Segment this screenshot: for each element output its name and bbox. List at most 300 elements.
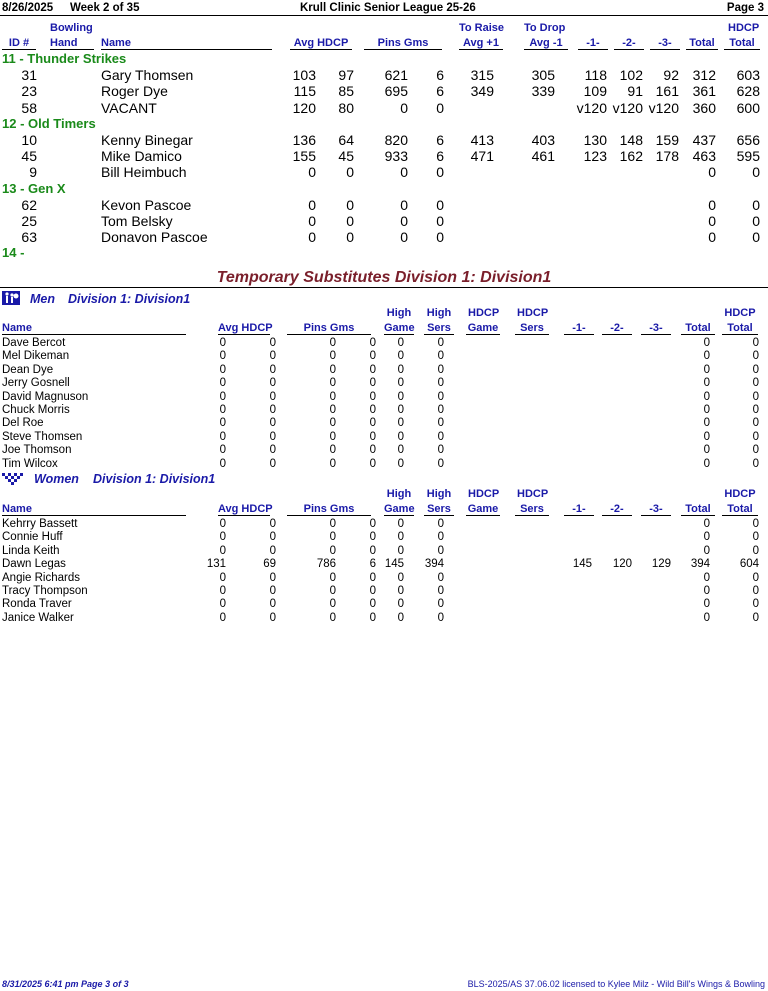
sub-game-2: 120 [612, 558, 632, 571]
sub-average: 0 [219, 518, 226, 530]
sub-handicap: 0 [269, 585, 276, 597]
bowler-games: 0 [436, 196, 444, 213]
sub-games: 0 [369, 531, 376, 544]
sub-high-series: 0 [437, 457, 444, 470]
bowler-id: 23 [21, 83, 37, 100]
col-bowling: Bowling [50, 22, 93, 34]
bowler-handicap: 64 [338, 132, 354, 148]
sub-average: 0 [219, 571, 226, 584]
bowler-handicap: 0 [346, 164, 354, 181]
game-1-score: v120 [576, 99, 607, 116]
handicap-total: 600 [736, 99, 760, 116]
women-division: Division 1: Division1 [93, 472, 216, 486]
sub-high-game: 0 [397, 571, 404, 584]
footer-license: BLS-2025/AS 37.06.02 licensed to Kylee Milz - Wild Bill's Wings & Bowling [467, 979, 765, 989]
sub-name: Dean Dye [2, 363, 54, 376]
game-1-score: 130 [583, 132, 607, 148]
col-to-drop: To Drop [524, 22, 566, 34]
sub-handicap: 0 [269, 611, 276, 624]
handicap-total: 0 [752, 229, 760, 246]
sub-high-game: 0 [397, 585, 404, 597]
sub-hdcp-total: 0 [752, 571, 759, 584]
sub-average: 0 [219, 417, 226, 430]
sub-games: 0 [369, 377, 376, 390]
substitute-row [0, 585, 768, 598]
bowler-pins: 621 [384, 67, 408, 84]
sub-handicap: 0 [269, 457, 276, 470]
col-high-game: Game [384, 503, 415, 515]
sub-games: 0 [369, 585, 376, 597]
col-high-sers: Sers [424, 322, 454, 335]
sub-pins: 786 [316, 558, 336, 571]
bowler-games: 0 [436, 229, 444, 246]
col-game-3: -3- [641, 322, 671, 335]
sub-name: Linda Keith [2, 544, 60, 557]
sub-handicap: 0 [269, 390, 276, 403]
to-drop-value: 461 [531, 148, 555, 165]
series-total: 312 [692, 67, 716, 84]
header-rule [0, 15, 768, 16]
bowler-row [0, 164, 768, 180]
col-hdcp-total: Total [722, 322, 758, 335]
sub-high-game: 0 [397, 611, 404, 624]
bowler-average: 120 [292, 99, 316, 116]
sub-pins: 0 [329, 611, 336, 624]
sub-high-series: 0 [437, 544, 444, 557]
series-total: 463 [692, 148, 716, 165]
col-hdcp: HDCP [728, 22, 760, 34]
substitute-row [0, 444, 768, 457]
sub-average: 0 [219, 531, 226, 544]
to-raise-value: 471 [470, 148, 494, 165]
col-game-2: -2- [602, 503, 632, 516]
sub-hdcp-total: 0 [752, 444, 759, 457]
to-drop-value: 305 [531, 67, 555, 84]
sub-total: 0 [703, 598, 710, 611]
sub-name: Dawn Legas [2, 558, 66, 571]
substitute-row [0, 458, 768, 471]
sub-hdcp-total: 0 [752, 611, 759, 624]
bowler-games: 6 [436, 132, 444, 148]
checkered-flag-icon [2, 472, 24, 484]
substitute-row [0, 350, 768, 363]
bowler-row [0, 100, 768, 116]
sub-high-series: 0 [437, 571, 444, 584]
col-avg-minus: Avg -1 [524, 37, 568, 50]
sub-hdcp-total: 0 [752, 518, 759, 530]
sub-name: Connie Huff [2, 531, 63, 544]
sub-pins: 0 [329, 571, 336, 584]
bowler-id: 63 [21, 229, 37, 246]
substitute-row [0, 377, 768, 390]
sub-name: Steve Thomsen [2, 430, 83, 443]
sub-total: 0 [703, 430, 710, 443]
sub-handicap: 0 [269, 350, 276, 363]
sub-total: 0 [703, 363, 710, 376]
to-raise-value: 349 [470, 83, 494, 100]
sub-handicap: 0 [269, 571, 276, 584]
col-avg-hdcp: Avg HDCP [290, 37, 352, 50]
bowler-id: 9 [29, 164, 37, 181]
sub-total: 0 [703, 390, 710, 403]
sub-hdcp-total: 0 [752, 457, 759, 470]
sub-total: 0 [703, 531, 710, 544]
col-game-3: -3- [650, 37, 680, 50]
col-high-game-top: High [386, 488, 412, 500]
sub-name: Ronda Traver [2, 598, 72, 611]
sub-high-game: 0 [397, 518, 404, 530]
sub-name: Janice Walker [2, 611, 74, 624]
sub-handicap: 0 [269, 531, 276, 544]
sub-pins: 0 [329, 444, 336, 457]
bowler-average: 136 [292, 132, 316, 148]
substitute-row [0, 417, 768, 430]
sub-high-series: 0 [437, 377, 444, 390]
sub-games: 0 [369, 457, 376, 470]
bowler-name: Roger Dye [101, 83, 168, 100]
handicap-total: 628 [736, 83, 760, 100]
sub-total: 0 [703, 444, 710, 457]
sub-total: 0 [703, 544, 710, 557]
game-3-score: 178 [655, 148, 679, 165]
sub-hdcp-total: 0 [752, 544, 759, 557]
bowler-id: 31 [21, 67, 37, 84]
sub-name: David Magnuson [2, 390, 89, 403]
game-2-score: v120 [612, 99, 643, 116]
sub-name: Del Roe [2, 417, 44, 430]
bowler-name: Kevon Pascoe [101, 196, 192, 213]
col-hdcp-game: Game [467, 322, 499, 334]
col-hdcp-game: Game [467, 503, 499, 515]
col-hdcp-game-top: HDCP [468, 488, 500, 500]
sub-high-game: 0 [397, 350, 404, 363]
sub-average: 0 [219, 457, 226, 470]
bowling-pins-icon [2, 291, 20, 305]
sub-games: 0 [369, 611, 376, 624]
bowler-name: VACANT [101, 99, 157, 116]
bowler-average: 155 [292, 148, 316, 165]
sub-high-series: 0 [437, 531, 444, 544]
sub-high-series: 0 [437, 404, 444, 416]
col-total: Total [681, 503, 715, 516]
sub-hdcp-total: 0 [752, 350, 759, 363]
sub-hdcp-total: 604 [739, 558, 759, 571]
bowler-row [0, 197, 768, 213]
sub-games: 0 [369, 518, 376, 530]
sub-pins: 0 [329, 531, 336, 544]
game-2-score: 102 [619, 67, 643, 84]
bowler-row [0, 229, 768, 245]
substitute-row [0, 612, 768, 625]
sub-average: 0 [219, 430, 226, 443]
handicap-total: 0 [752, 213, 760, 229]
col-hdcp-total-top: HDCP [724, 307, 756, 319]
sub-total: 0 [703, 571, 710, 584]
sub-high-series: 0 [437, 611, 444, 624]
sub-games: 0 [369, 598, 376, 611]
game-3-score: v120 [648, 99, 679, 116]
sub-average: 0 [219, 585, 226, 597]
col-hdcp-sers-top: HDCP [517, 488, 549, 500]
league-title: Krull Clinic Senior League 25-26 [300, 2, 476, 14]
col-hand: Hand [50, 37, 94, 50]
bowler-handicap: 45 [338, 148, 354, 165]
sub-name: Angie Richards [2, 571, 80, 584]
sub-name: Tracy Thompson [2, 585, 88, 597]
sub-handicap: 0 [269, 430, 276, 443]
to-drop-value: 339 [531, 83, 555, 100]
bowler-id: 62 [21, 196, 37, 213]
sub-handicap: 0 [269, 444, 276, 457]
bowler-id: 25 [21, 213, 37, 229]
col-total: Total [686, 37, 718, 50]
game-3-score: 92 [663, 67, 679, 84]
bowler-id: 58 [21, 99, 37, 116]
report-date: 8/26/2025 [2, 2, 54, 14]
bowler-average: 103 [292, 67, 316, 84]
sub-name: Kehrry Bassett [2, 518, 78, 530]
substitute-row [0, 391, 768, 404]
col-hdcp-sers: Sers [515, 503, 549, 516]
bowler-pins: 695 [384, 83, 408, 100]
col-high-game-top: High [386, 307, 412, 319]
sub-total: 0 [703, 518, 710, 530]
sub-hdcp-total: 0 [752, 585, 759, 597]
substitute-row [0, 531, 768, 544]
bowler-name: Kenny Binegar [101, 132, 193, 148]
bowler-handicap: 0 [346, 196, 354, 213]
bowler-games: 6 [436, 67, 444, 84]
sub-hdcp-total: 0 [752, 377, 759, 390]
sub-high-game: 0 [397, 457, 404, 470]
series-total: 360 [692, 99, 716, 116]
sub-games: 0 [369, 350, 376, 363]
sub-average: 0 [219, 404, 226, 416]
col-name: Name [101, 37, 272, 50]
bowler-row [0, 67, 768, 83]
week-label: Week 2 of 35 [70, 2, 140, 14]
sub-average: 0 [219, 337, 226, 349]
sub-high-series: 0 [437, 444, 444, 457]
sub-average: 0 [219, 444, 226, 457]
col-id: ID # [2, 37, 36, 50]
sub-name: Chuck Morris [2, 404, 70, 416]
bowler-pins: 0 [400, 196, 408, 213]
sub-total: 0 [703, 457, 710, 470]
bowler-games: 0 [436, 164, 444, 181]
sub-games: 0 [369, 337, 376, 349]
col-game-1: -1- [564, 503, 594, 516]
men-division: Division 1: Division1 [68, 292, 191, 306]
col-game-3: -3- [641, 503, 671, 516]
sub-games: 0 [369, 417, 376, 430]
sub-pins: 0 [329, 544, 336, 557]
sub-pins: 0 [329, 518, 336, 530]
sub-hdcp-total: 0 [752, 531, 759, 544]
sub-games: 0 [369, 390, 376, 403]
sub-pins: 0 [329, 390, 336, 403]
game-1-score: 123 [583, 148, 607, 165]
series-total: 361 [692, 83, 716, 100]
sub-games: 0 [369, 363, 376, 376]
handicap-total: 603 [736, 67, 760, 84]
sub-games: 0 [369, 571, 376, 584]
sub-name: Jerry Gosnell [2, 377, 70, 390]
sub-high-game: 0 [397, 390, 404, 403]
sub-pins: 0 [329, 363, 336, 376]
sub-high-series: 0 [437, 430, 444, 443]
to-raise-value: 413 [470, 132, 494, 148]
sub-high-series: 0 [437, 417, 444, 430]
team-heading: 11 - Thunder Strikes [2, 51, 127, 66]
col-name: Name [2, 503, 186, 516]
col-hdcp-total: Total [724, 37, 760, 50]
sub-average: 0 [219, 544, 226, 557]
sub-total: 0 [703, 417, 710, 430]
series-total: 0 [708, 213, 716, 229]
bowler-name: Donavon Pascoe [101, 229, 208, 246]
sub-hdcp-total: 0 [752, 337, 759, 349]
sub-hdcp-total: 0 [752, 417, 759, 430]
women-label: Women [34, 472, 79, 486]
sub-pins: 0 [329, 417, 336, 430]
bowler-average: 0 [308, 213, 316, 229]
sub-high-game: 0 [397, 598, 404, 611]
sub-games: 0 [369, 430, 376, 443]
col-high-sers-top: High [426, 488, 452, 500]
substitutes-rule [0, 287, 768, 288]
series-total: 0 [708, 164, 716, 181]
sub-total: 0 [703, 350, 710, 363]
game-3-score: 159 [655, 132, 679, 148]
col-pins-gms: Pins Gms [287, 503, 371, 516]
col-total: Total [681, 322, 715, 335]
team-heading: 12 - Old Timers [2, 115, 96, 131]
bowler-pins: 0 [400, 213, 408, 229]
sub-handicap: 0 [269, 377, 276, 390]
sub-pins: 0 [329, 404, 336, 416]
sub-high-game: 0 [397, 430, 404, 443]
sub-average: 131 [206, 558, 226, 571]
game-3-score: 161 [655, 83, 679, 100]
handicap-total: 595 [736, 148, 760, 165]
sub-name: Joe Thomson [2, 444, 72, 457]
bowler-games: 0 [436, 99, 444, 116]
col-avg-hdcp: Avg HDCP [218, 503, 273, 515]
col-game-1: -1- [578, 37, 608, 50]
bowler-name: Tom Belsky [101, 213, 173, 229]
sub-pins: 0 [329, 337, 336, 349]
sub-hdcp-total: 0 [752, 390, 759, 403]
sub-hdcp-total: 0 [752, 404, 759, 416]
bowler-handicap: 97 [338, 67, 354, 84]
bowler-average: 0 [308, 164, 316, 181]
sub-average: 0 [219, 363, 226, 376]
handicap-total: 0 [752, 196, 760, 213]
col-hdcp-sers-top: HDCP [517, 307, 549, 319]
bowler-games: 6 [436, 148, 444, 165]
sub-handicap: 0 [269, 598, 276, 611]
sub-total: 0 [703, 611, 710, 624]
substitutes-title: Temporary Substitutes Division 1: Division1 [216, 269, 552, 286]
substitute-row [0, 558, 768, 571]
bowler-average: 0 [308, 196, 316, 213]
sub-high-series: 0 [437, 598, 444, 611]
sub-high-series: 394 [424, 558, 444, 571]
sub-high-game: 0 [397, 363, 404, 376]
col-pins-gms: Pins Gms [287, 322, 371, 335]
sub-game-3: 129 [651, 558, 671, 571]
to-drop-value: 403 [531, 132, 555, 148]
substitute-row [0, 364, 768, 377]
col-high-game: Game [384, 322, 415, 334]
bowler-name: Mike Damico [101, 148, 182, 165]
bowler-pins: 0 [400, 164, 408, 181]
sub-name: Dave Bercot [2, 337, 66, 349]
sub-high-game: 0 [397, 404, 404, 416]
sub-name: Mel Dikeman [2, 350, 70, 363]
bowler-row [0, 148, 768, 164]
sub-high-series: 0 [437, 518, 444, 530]
series-total: 0 [708, 229, 716, 246]
sub-total: 0 [703, 377, 710, 390]
bowler-handicap: 85 [338, 83, 354, 100]
bowler-name: Gary Thomsen [101, 67, 194, 84]
bowler-pins: 0 [400, 99, 408, 116]
game-2-score: 148 [619, 132, 643, 148]
sub-pins: 0 [329, 598, 336, 611]
bowler-games: 6 [436, 83, 444, 100]
bowler-handicap: 0 [346, 229, 354, 246]
bowler-handicap: 80 [338, 99, 354, 116]
sub-games: 6 [369, 558, 376, 571]
sub-handicap: 0 [269, 518, 276, 530]
sub-high-game: 0 [397, 417, 404, 430]
sub-pins: 0 [329, 585, 336, 597]
col-hdcp-game-top: HDCP [468, 307, 500, 319]
sub-pins: 0 [329, 430, 336, 443]
game-2-score: 91 [627, 83, 643, 100]
sub-total: 0 [703, 337, 710, 349]
sub-pins: 0 [329, 350, 336, 363]
sub-high-series: 0 [437, 585, 444, 597]
sub-high-series: 0 [437, 390, 444, 403]
bowler-pins: 820 [384, 132, 408, 148]
col-game-2: -2- [602, 322, 632, 335]
col-hdcp-sers: Sers [515, 322, 549, 335]
col-avg-hdcp: Avg HDCP [218, 322, 273, 334]
bowler-id: 10 [21, 132, 37, 148]
sub-average: 0 [219, 377, 226, 390]
series-total: 0 [708, 196, 716, 213]
sub-games: 0 [369, 544, 376, 557]
substitute-row [0, 545, 768, 558]
sub-handicap: 0 [269, 363, 276, 376]
bowler-pins: 0 [400, 229, 408, 246]
sub-name: Tim Wilcox [2, 457, 58, 470]
col-high-sers: Sers [424, 503, 454, 516]
bowler-id: 45 [21, 148, 37, 165]
series-total: 437 [692, 132, 716, 148]
bowler-average: 115 [293, 83, 316, 100]
bowler-pins: 933 [384, 148, 408, 165]
sub-game-1: 145 [572, 558, 592, 571]
bowler-average: 0 [308, 229, 316, 246]
substitute-row [0, 518, 768, 531]
sub-total: 0 [703, 585, 710, 597]
sub-hdcp-total: 0 [752, 363, 759, 376]
substitute-row [0, 404, 768, 417]
